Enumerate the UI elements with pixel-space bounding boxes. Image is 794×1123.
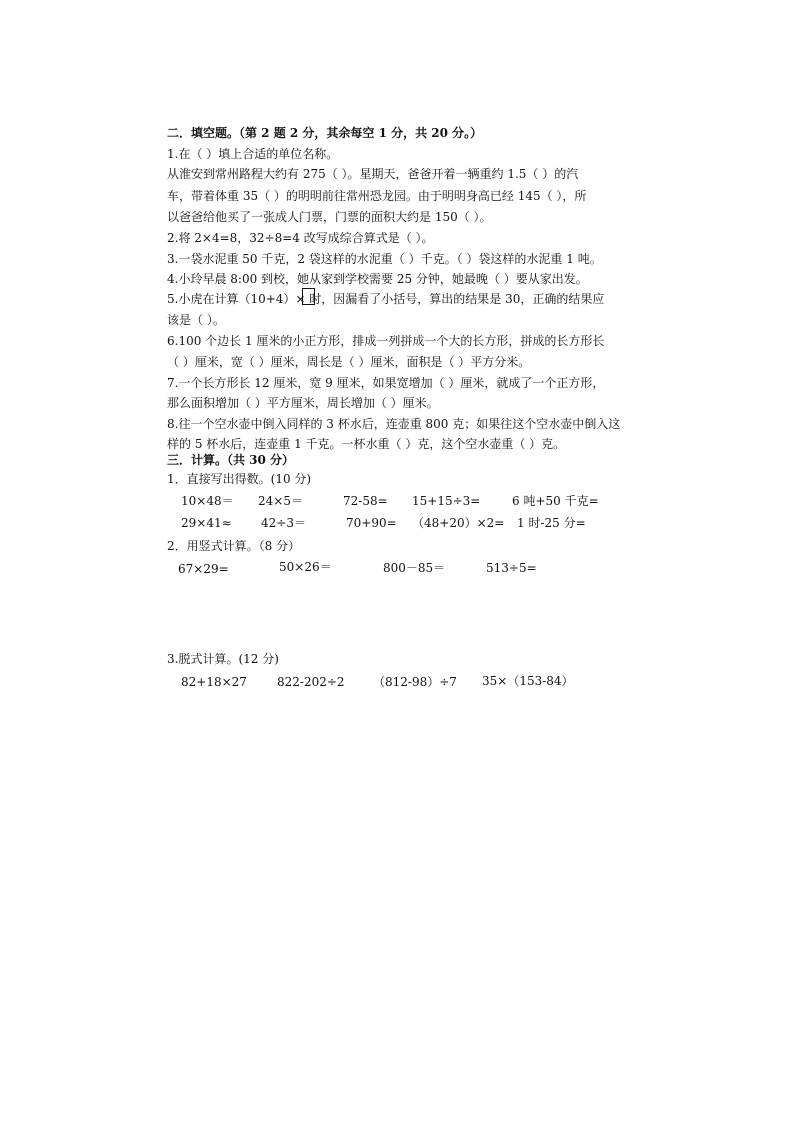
answer-box: [302, 288, 315, 305]
vertical-calc-item: 800－85＝: [383, 561, 446, 575]
q2-8-line1: 8.往一个空水壶中倒入同样的 3 杯水后，连壶重 800 克；如果往这个空水壶中倒入这: [167, 417, 621, 431]
q2-1-line1: 从淮安到常州路程大约有 275（ ）。星期天，爸爸开着一辆重约 1.5（ ）的汽: [167, 167, 579, 181]
q2-4: 4.小玲早晨 8:00 到校，她从家到学校需要 25 分钟，她最晚（ ）要从家出发。: [167, 272, 588, 286]
section3-heading: 三．计算。（共 30 分）: [167, 453, 295, 467]
stepwise-calc-item: 822-202÷2: [277, 675, 345, 689]
q2-5-line2: 该是（ ）。: [167, 313, 225, 327]
q2-7-line2: 那么面积增加（ ）平方厘米，周长增加（ ）厘米。: [167, 396, 439, 410]
oral-item: 29×41≈: [181, 516, 232, 530]
q2-5-line1: 5.小虎在计算（10+4）× 时，因漏看了小括号，算出的结果是 30，正确的结果应: [167, 292, 605, 306]
stepwise-calc-item: 82+18×27: [181, 675, 247, 689]
q2-2: 2.将 2×4=8，32÷8=4 改写成综合算式是（ ）。: [167, 231, 434, 245]
q2-3: 3.一袋水泥重 50 千克，2 袋这样的水泥重（ ）千克。（ ）袋这样的水泥重 1 吨。: [167, 252, 602, 266]
oral-item: 24×5＝: [258, 494, 303, 508]
oral-item: （48+20）×2=: [412, 516, 505, 530]
oral-item: 1 时-25 分=: [517, 516, 586, 530]
stepwise-calc-item: 35×（153-84）: [482, 674, 574, 688]
vertical-calc-item: 50×26＝: [279, 560, 332, 574]
stepwise-calc-item: （812-98）÷7: [373, 675, 457, 689]
oral-item: 42÷3＝: [261, 516, 306, 530]
q2-7-line1: 7.一个长方形长 12 厘米，宽 9 厘米，如果宽增加（ ）厘米，就成了一个正方形，: [167, 376, 605, 390]
q3-1-title: 1．直接写出得数。(10 分): [167, 472, 312, 486]
q2-1-line2: 车，带着体重 35（ ）的明明前往常州恐龙园。由于明明身高已经 145（ ），所: [167, 189, 587, 203]
q3-2-title: 2．用竖式计算。（8 分）: [167, 539, 301, 553]
q2-1-line3: 以爸爸给他买了一张成人门票，门票的面积大约是 150（ ）。: [167, 210, 492, 224]
oral-item: 70+90=: [346, 516, 397, 530]
oral-item: 6 吨+50 千克=: [512, 494, 599, 508]
q2-6-line2: （ ）厘米，宽（ ）厘米，周长是（ ）厘米，面积是（ ）平方分米。: [167, 355, 531, 369]
vertical-calc-item: 67×29=: [178, 562, 229, 576]
q2-8-line2: 样的 5 杯水后，连壶重 1 千克。一杯水重（ ）克，这个空水壶重（ ）克。: [167, 437, 566, 451]
section2-heading: 二．填空题。（第 2 题 2 分，其余每空 1 分，共 20 分。）: [167, 126, 483, 140]
q2-6-line1: 6.100 个边长 1 厘米的小正方形，排成一列拼成一个大的长方形，拼成的长方形长: [167, 334, 605, 348]
oral-item: 72-58=: [343, 494, 388, 508]
vertical-calc-item: 513÷5=: [486, 561, 537, 575]
oral-item: 15+15÷3=: [412, 494, 481, 508]
q3-3-title: 3.脱式计算。(12 分): [167, 652, 279, 666]
oral-item: 10×48＝: [181, 494, 234, 508]
q2-1-title: 1.在（ ）填上合适的单位名称。: [167, 147, 339, 161]
